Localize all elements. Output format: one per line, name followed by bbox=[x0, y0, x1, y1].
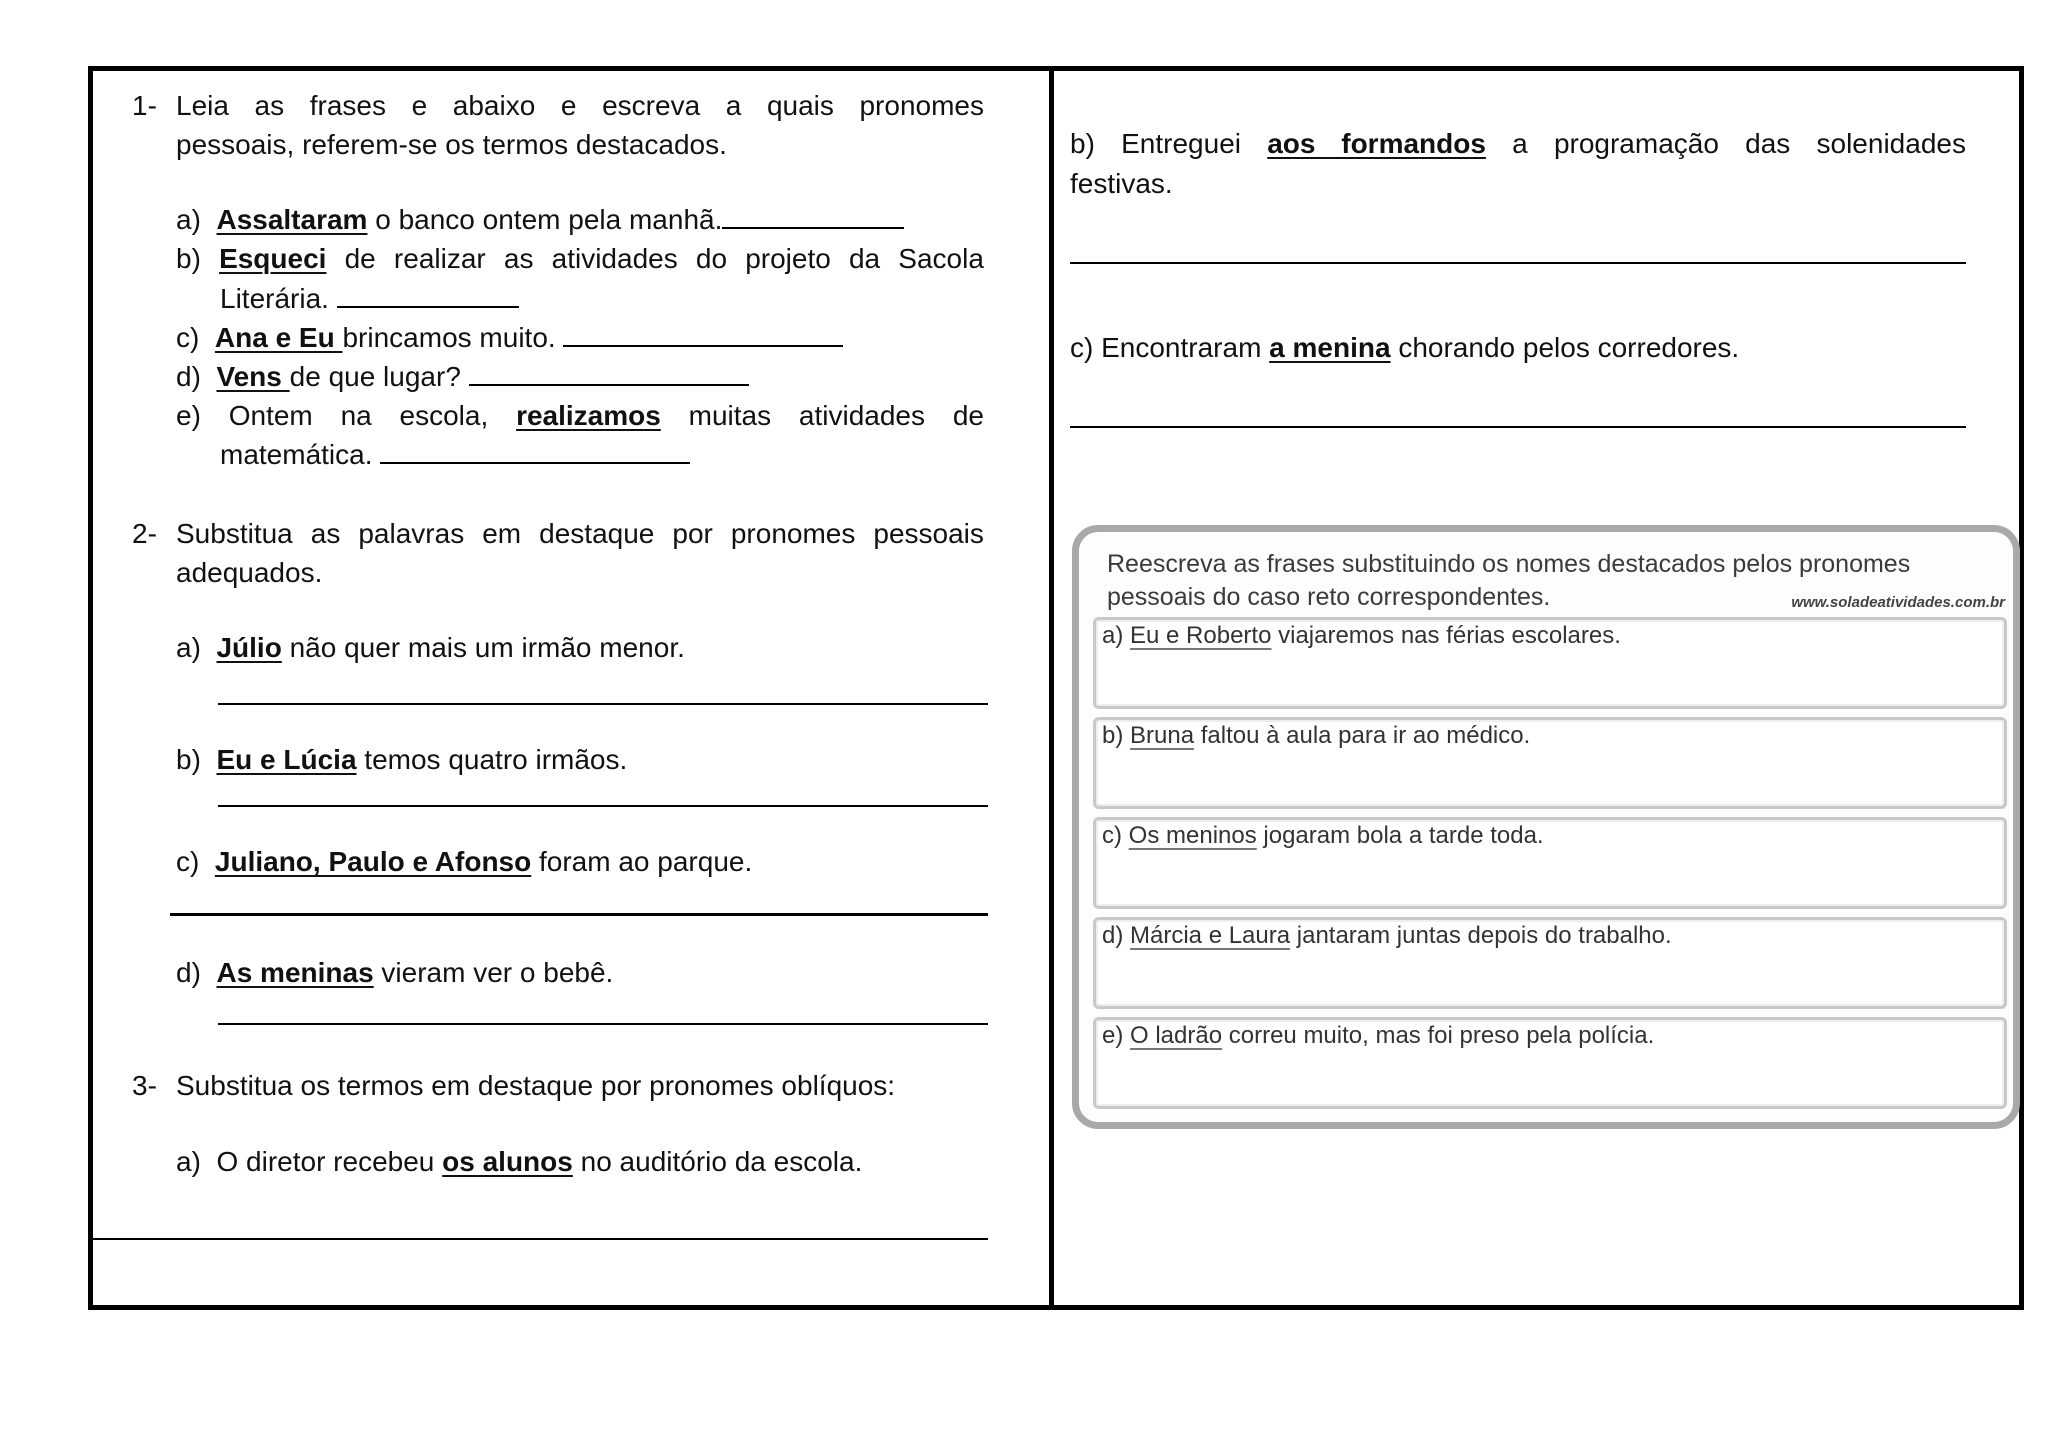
q2-item-d: d) As meninas vieram ver o bebê. bbox=[176, 957, 614, 988]
q2-number: 2- bbox=[132, 518, 157, 549]
q1-item-e-cont: matemática. bbox=[220, 435, 690, 474]
q1-item-e: e) Ontem na escola, realizamos muitas atividades de bbox=[176, 396, 984, 435]
highlight-term: Ana e Eu bbox=[214, 322, 343, 353]
q1-prompt-line2: pessoais, referem-se os termos destacados. bbox=[176, 129, 727, 160]
q1-prompt-line1: Leia as frases e abaixo e escreva a quais pronomes bbox=[176, 90, 984, 121]
right-item-c: c) Encontraram a menina chorando pelos corredores. bbox=[1070, 332, 1740, 363]
q1-item-b-cont: Literária. bbox=[220, 279, 519, 318]
answer-line[interactable] bbox=[1070, 426, 1966, 428]
underlined-term: Márcia e Laura bbox=[1130, 922, 1291, 949]
highlight-term: Assaltaram bbox=[216, 204, 368, 235]
answer-line[interactable] bbox=[218, 703, 988, 705]
answer-blank[interactable] bbox=[563, 319, 843, 347]
q1-item-c: c) Ana e Eu brincamos muito. bbox=[176, 318, 843, 357]
q1-item-d: d) Vens de que lugar? bbox=[176, 357, 749, 396]
highlight-term: Vens bbox=[216, 361, 290, 392]
highlight-term: Esqueci bbox=[219, 243, 327, 274]
q1-number: 1- bbox=[132, 90, 157, 121]
right-item-b-cont: festivas. bbox=[1070, 168, 1173, 199]
underlined-term: Os meninos bbox=[1128, 822, 1257, 849]
answer-blank[interactable] bbox=[380, 436, 690, 464]
answer-line[interactable] bbox=[92, 1238, 988, 1240]
image-item-b[interactable]: b) Bruna faltou à aula para ir ao médico. bbox=[1093, 717, 2007, 809]
underlined-term: O ladrão bbox=[1130, 1022, 1223, 1049]
column-divider bbox=[1049, 66, 1054, 1310]
q1-item-b: b) Esqueci de realizar as atividades do projeto da Sacola bbox=[176, 239, 984, 278]
q3-prompt: Substitua os termos em destaque por pronomes oblíquos: bbox=[176, 1070, 896, 1101]
highlight-term: os alunos bbox=[442, 1146, 573, 1177]
q2-item-a: a) Júlio não quer mais um irmão menor. bbox=[176, 632, 685, 663]
q2-prompt-line2: adequados. bbox=[176, 557, 323, 588]
q1-item-a: a) Assaltaram o banco ontem pela manhã. bbox=[176, 200, 904, 239]
image-item-c[interactable]: c) Os meninos jogaram bola a tarde toda. bbox=[1093, 817, 2007, 909]
q2-item-b: b) Eu e Lúcia temos quatro irmãos. bbox=[176, 744, 628, 775]
answer-line[interactable] bbox=[218, 1023, 988, 1025]
q3-item-a: a) O diretor recebeu os alunos no auditório da escola. bbox=[176, 1146, 863, 1177]
right-item-b: b) Entreguei aos formandos a programação das solenidades bbox=[1070, 124, 1966, 163]
highlight-term: Eu e Lúcia bbox=[216, 744, 357, 775]
highlight-term: aos formandos bbox=[1267, 128, 1486, 159]
highlight-term: realizamos bbox=[516, 400, 661, 431]
underlined-term: Eu e Roberto bbox=[1130, 622, 1272, 649]
q3-number: 3- bbox=[132, 1070, 157, 1101]
answer-blank[interactable] bbox=[337, 280, 519, 308]
highlight-term: a menina bbox=[1269, 332, 1391, 363]
answer-line[interactable] bbox=[218, 805, 988, 807]
answer-line[interactable] bbox=[170, 913, 988, 916]
image-instruction: Reescreva as frases substituindo os nomes destacados pelos pronomes pessoais do caso reto correspondentes. bbox=[1107, 550, 1911, 611]
highlight-term: Júlio bbox=[216, 632, 282, 663]
answer-blank[interactable] bbox=[469, 358, 749, 386]
image-item-a[interactable]: a) Eu e Roberto viajaremos nas férias escolares. bbox=[1093, 617, 2007, 709]
image-source-site: www.soladeatividades.com.br bbox=[1791, 594, 2005, 611]
answer-line[interactable] bbox=[1070, 262, 1966, 264]
embedded-exercise-image bbox=[1072, 525, 2020, 1129]
answer-blank[interactable] bbox=[722, 201, 904, 229]
image-item-e[interactable]: e) O ladrão correu muito, mas foi preso pela polícia. bbox=[1093, 1017, 2007, 1109]
highlight-term: Juliano, Paulo e Afonso bbox=[214, 846, 532, 877]
q2-item-c: c) Juliano, Paulo e Afonso foram ao parque. bbox=[176, 846, 753, 877]
image-item-d[interactable]: d) Márcia e Laura jantaram juntas depois do trabalho. bbox=[1093, 917, 2007, 1009]
q2-prompt-line1: Substitua as palavras em destaque por pronomes pessoais bbox=[176, 518, 984, 549]
highlight-term: As meninas bbox=[216, 957, 374, 988]
underlined-term: Bruna bbox=[1130, 722, 1195, 749]
